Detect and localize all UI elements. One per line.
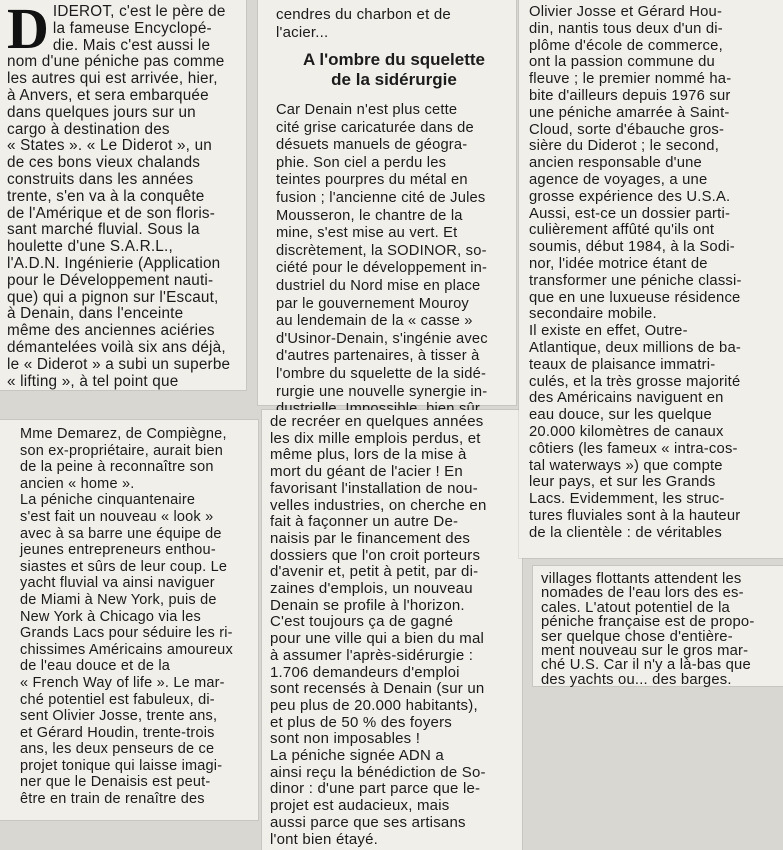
col2-bottom-text: de recréer en quelques années les dix mille emplois perdus, et même plus, lors de la mise à mort du géant de l'acier ! En favorisant l'installation de nou- velles industries, on cherche en fait à façonner un autre De- naisis par le financement des dossiers que l'on croit porteurs d'avenir et, petit à petit, par di- zaines d'emplois, un nouveau Denain se profile à l'horizon. C'est toujours ça de gagné pour une ville qui a bien du mal à assumer l'après-sidérurgie : 1.706 demandeurs d'emploi sont recensés à Denain (sur un peu plus de 20.000 habitants), et plus de 50 % des foyers sont non imposables ! La péniche signée ADN a ainsi reçu la bénédiction de So- dinor : d'une part parce que le- projet est audacieux, mais aussi parce que ses artisans l'ont bien étayé. [270, 413, 487, 848]
article-col3-top [519, 0, 783, 558]
col2-top-intro: cendres du charbon et de l'acier... [276, 6, 451, 41]
section-headline: A l'ombre du squelette de la sidérurgie [303, 50, 485, 89]
article-col3-bottom [533, 566, 783, 686]
col3-top-text: Olivier Josse et Gérard Hou- din, nantis tous deux d'un di- plôme d'école de commerce, ont la passion commune du fleuve ; le premier nommé ha- bite d'ailleurs depuis 1976 sur une péniche amarrée à Saint- Cloud, sorte d'ébauche gros- sière du Diderot ; le second, ancien responsable d'une agence de voyages, a une grosse expérience des U.S.A. Aussi, est-ce un dossier parti- culièrement affûté qu'ils ont soumis, début 1984, à la Sodi- nor, l'idée motrice étant de transformer une péniche classi- que en une luxueuse résidence secondaire mobile. Il existe en effet, Outre- Atlantique, deux millions de ba- teaux de plaisance immatri- culés, et la très grosse majorité des Américains naviguent en eau douce, sur les quelque 20.000 kilomètres de canaux côtiers (les fameux « intra-cos- tal waterways ») que compte leur pays, et sur les Grands Lacs. Evidemment, les struc- tures fluviales sont à la hauteur de la clientèle : de véritables [529, 4, 742, 541]
article-col2-bottom [262, 410, 522, 850]
col1-top-text: IDEROT, c'est le père de la fameuse Encyclopé- die. Mais c'est aussi le nom d'une péniche pas comme les autres qui est arrivée, hier, à Anvers, et sera embarquée dans quelques jours sur un cargo à destination des « States ». « Le Diderot », un de ces bons vieux chalands construits dans les années trente, s'en va à la conquête de l'Amérique et de son floris- sant marché fluvial. Sous la houlette d'une S.A.R.L., l'A.D.N. Ingénierie (Application pour le Développement nauti- que) qui a pignon sur l'Escaut, à Denain, dans l'enceinte même des anciennes aciéries démantelées voilà six ans déjà, le « Diderot » a subi un superbe « lifting », à tel point que [7, 3, 231, 390]
faint-vertical-text [200, 440, 230, 840]
article-col1-top [0, 0, 246, 390]
dropcap-letter: D [7, 0, 49, 61]
col3-bottom-text: villages flottants attendent les nomades de l'eau lors des es- cales. L'atout potentiel de la péniche française est de propo- ser quelque chose d'entière- ment nouveau sur le gros mar- ché U.S. Car il n'y a là-bas que des yachts ou... des barges. [541, 571, 755, 688]
article-col2-top [258, 0, 516, 405]
col2-top-text: Car Denain n'est plus cette cité grise caricaturée dans de désuets manuels de géogra- phie. Son ciel a perdu les teintes pourpres du métal en fusion ; l'ancienne cité de Jules Mousseron, le chantre de la mine, s'est mise au vert. Et discrètement, la SODINOR, so- ciété pour le développement in- dustriel du Nord mise en place par le gouvernement Mouroy au lendemain de la « casse » d'Usinor-Denain, s'ingénie avec d'autres partenaires, à tisser à l'ombre du squelette de la sidé- rurgie une nouvelle synergie in- [276, 102, 488, 400]
col1-bottom-text: Mme Demarez, de Compiègne, son ex-propriétaire, aurait bien de la peine à reconnaître son ancien « home ». La péniche cinquantenaire s'est fait un nouveau « look » avec à sa barre une équipe de jeunes entrepreneurs enthou- siastes et sûrs de leur coup. Le yacht fluvial va ainsi naviguer de Miami à New York, puis de New York à Chicago via les Grands Lacs pour séduire les ri- chissimes Américains amoureux de l'eau douce et de la « French Way of life ». Le mar- ché potentiel est fabuleux, di- sent Olivier Josse, trente ans, et Gérard Houdin, trente-trois ans, les deux penseurs de ce projet tonique qui laisse imagi- ner que le Denaisis est peut- être en train de renaître des [20, 426, 233, 808]
